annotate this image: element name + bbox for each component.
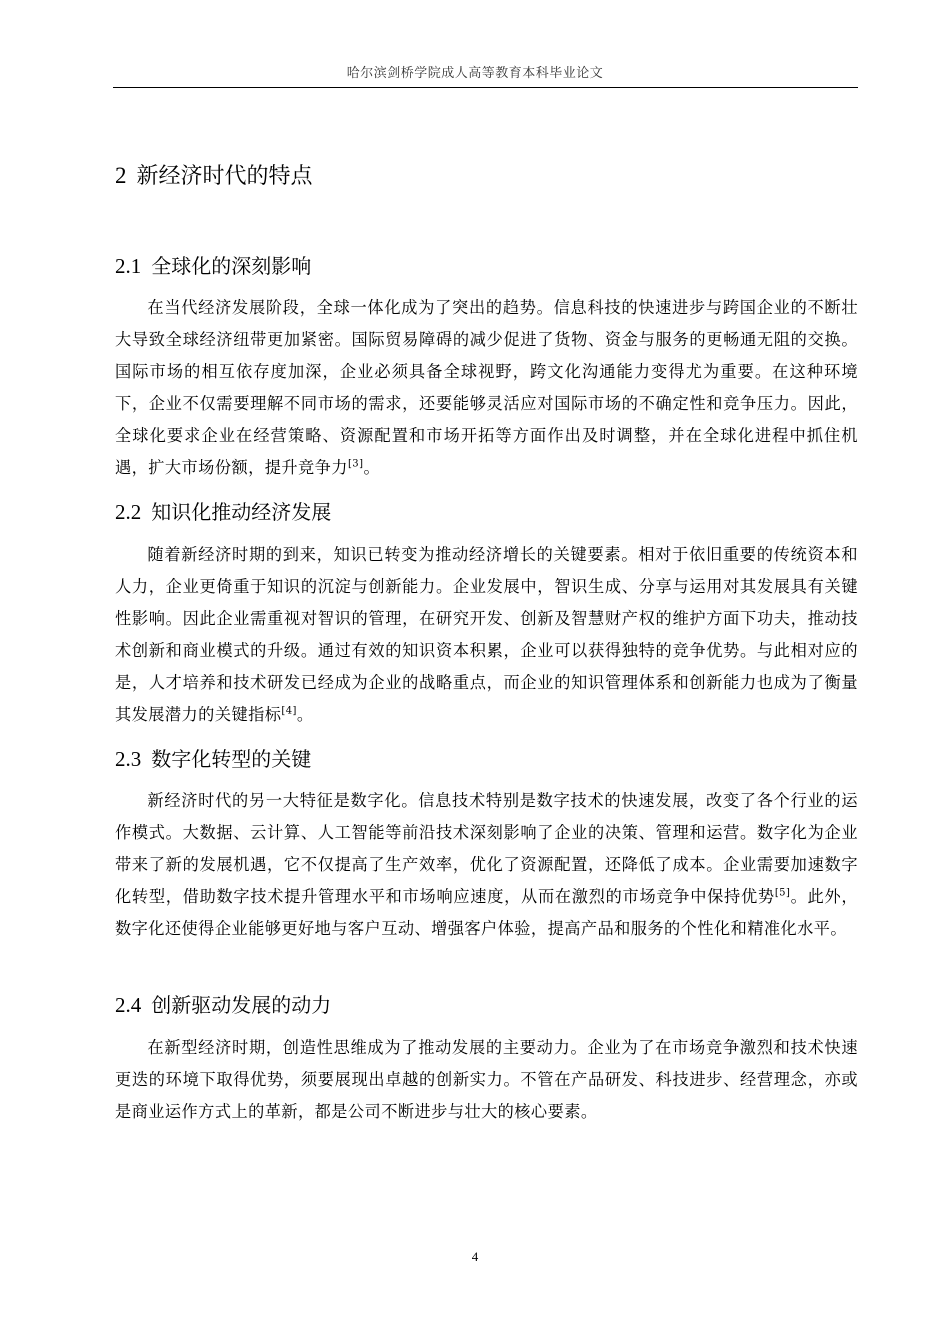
section-number: 2.1 [115, 254, 142, 278]
section-number: 2.3 [115, 747, 142, 771]
section-number: 2.2 [115, 500, 142, 524]
section-heading-2-2 [115, 497, 331, 527]
paragraph-text: 随着新经济时期的到来，知识已转变为推动经济增长的关键要素。相对于依旧重要的传统资本和人力，企业更倚重于知识的沉淀与创新能力。企业发展中，智识生成、分享与运用对其发展具有关键性影响。因此企业需重视对智识的管理，在研究开发、创新及智慧财产权的维护方面下功夫，推动技术创新和商业模式的升级。通过有效的知识资本积累，企业可以获得独特的竞争优势。与此相对应的是，人才培养和技术研发已经成为企业的战略重点，而企业的知识管理体系和创新能力也成为了衡量其发展潜力的关键指标 [115, 545, 858, 724]
running-header: 哈尔滨剑桥学院成人高等教育本科毕业论文 [346, 66, 604, 81]
page-number: 4 [471, 1249, 479, 1264]
paragraph-text: 新经济时代的另一大特征是数字化。信息技术特别是数字技术的快速发展，改变了各个行业的运作模式。大数据、云计算、人工智能等前沿技术深刻影响了企业的决策、管理和运营。数字化为企业带来了新的发展机遇，它不仅提高了生产效率，优化了资源配置，还降低了成本。企业需要加速数字化转型，借助数字技术提升管理水平和市场响应速度，从而在激烈的市场竞争中保持优势 [115, 791, 858, 906]
section-number: 2.4 [115, 993, 142, 1017]
chapter-title [115, 160, 313, 193]
citation: [5] [774, 887, 791, 899]
section-paragraph-2-1 [115, 292, 858, 484]
section-title-text: 知识化推动经济发展 [151, 500, 332, 524]
paragraph-text: 在新型经济时期，创造性思维成为了推动发展的主要动力。企业为了在市场竞争激烈和技术快速更迭的环境下取得优势，须要展现出卓越的创新实力。不管在产品研发、科技进步、经营理念，亦或是商业运作方式上的革新，都是公司不断进步与壮大的核心要素。 [115, 1038, 858, 1121]
chapter-number: 2 [115, 163, 127, 188]
header-divider [113, 87, 858, 88]
section-paragraph-2-3 [115, 785, 858, 945]
citation: [3] [347, 458, 364, 470]
citation: [4] [281, 705, 297, 717]
paragraph-text-after: 。 [296, 705, 314, 724]
section-paragraph-2-4 [115, 1032, 858, 1128]
section-title-text: 数字化转型的关键 [151, 747, 312, 771]
section-paragraph-2-2 [115, 539, 858, 731]
section-heading-2-4 [115, 990, 331, 1020]
paragraph-text: 在当代经济发展阶段，全球一体化成为了突出的趋势。信息科技的快速进步与跨国企业的不断壮大导致全球经济纽带更加紧密。国际贸易障碍的减少促进了货物、资金与服务的更畅通无阻的交换。国际市场的相互依存度加深，企业必须具备全球视野，跨文化沟通能力变得尤为重要。在这种环境下，企业不仅需要理解不同市场的需求，还要能够灵活应对国际市场的不确定性和竞争压力。因此，全球化要求企业在经营策略、资源配置和市场开拓等方面作出及时调整，并在全球化进程中抓住机遇，扩大市场份额，提升竞争力 [115, 298, 858, 477]
section-heading-2-1 [115, 251, 311, 281]
section-heading-2-3 [115, 744, 311, 774]
section-title-text: 全球化的深刻影响 [151, 254, 312, 278]
paragraph-text-after: 。此外，数字化还使得企业能够更好地与客户互动、增强客户体验，提高产品和服务的个性化和精准化水平。 [115, 887, 859, 938]
section-title-text: 创新驱动发展的动力 [151, 993, 332, 1017]
paragraph-text-after: 。 [363, 458, 381, 477]
chapter-title-text: 新经济时代的特点 [136, 164, 313, 189]
